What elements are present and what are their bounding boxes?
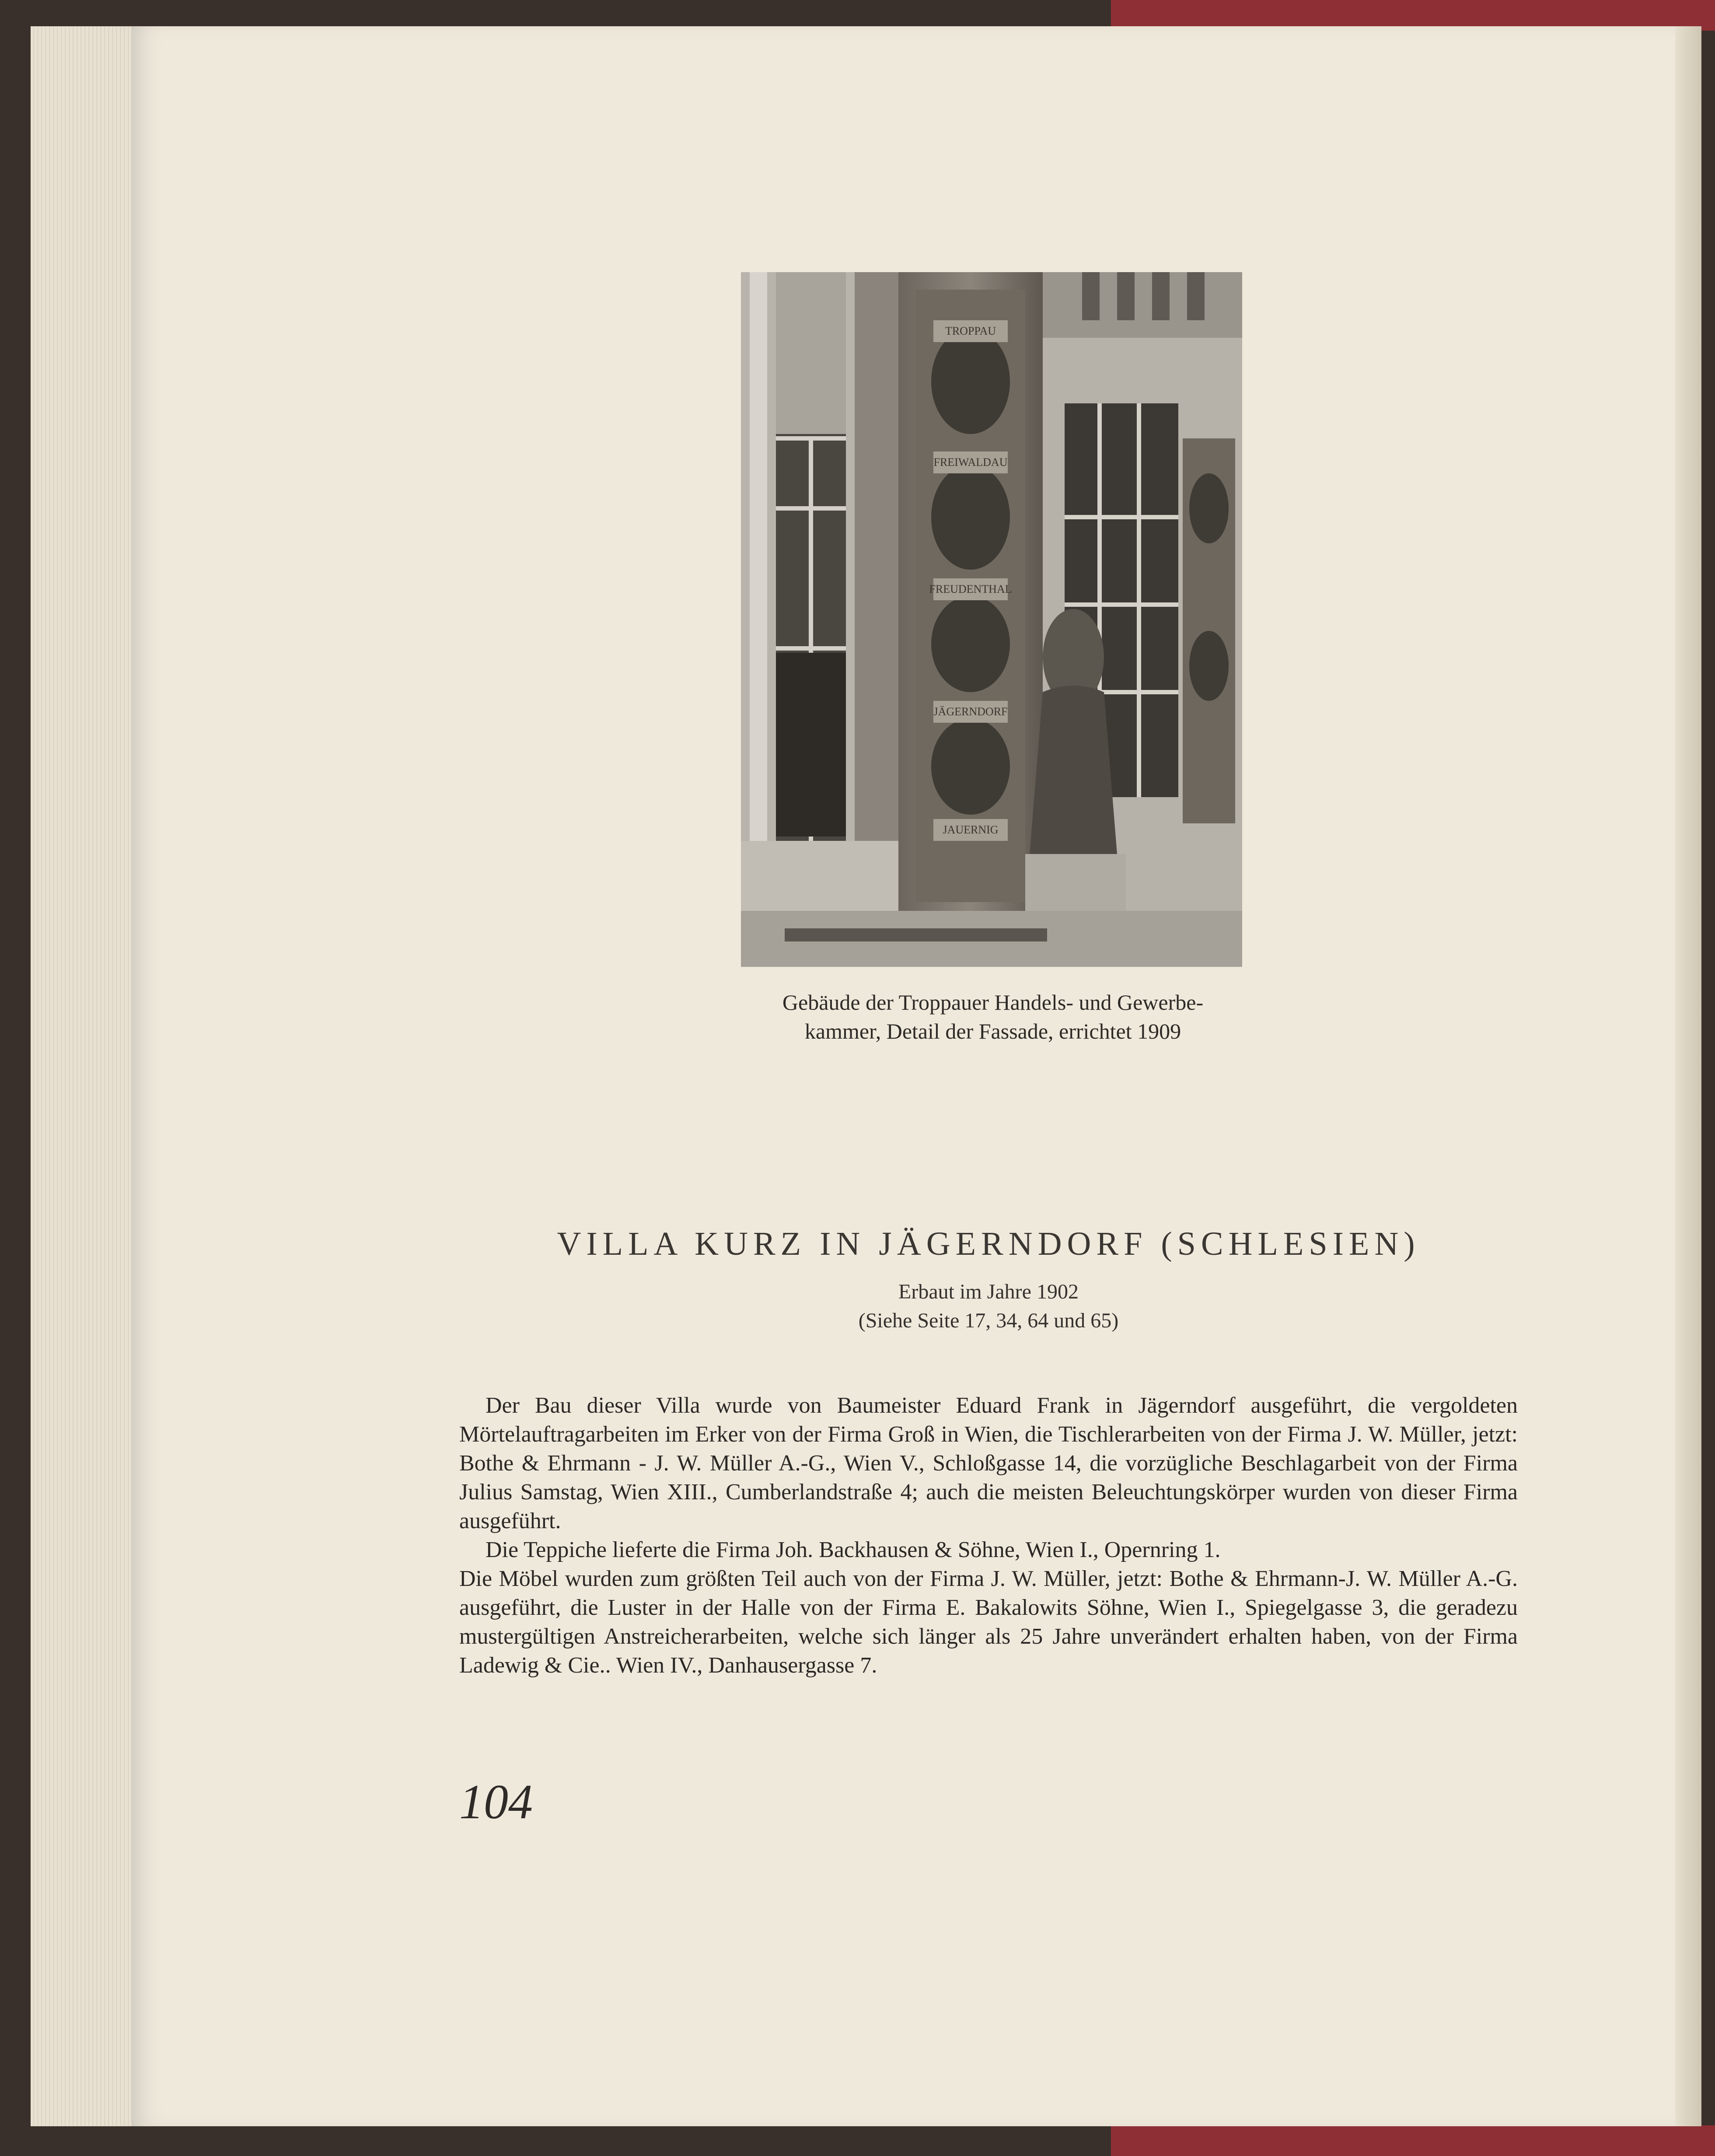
plaque-inscription: JÄGERNDORF [933, 705, 1008, 718]
plaque-inscription: JAUERNIG [943, 823, 999, 836]
facade-illustration [741, 272, 1242, 967]
caption-line-1: Gebäude der Troppauer Handels- und Gewerbe- [782, 990, 1204, 1015]
plaque-inscription: FREIWALDAU [933, 456, 1008, 469]
paragraph-1: Der Bau dieser Villa wurde von Baumeister Eduard Frank in Jägerndorf ausgeführt, die vergoldeten Mörtelauftragarbeiten im Erker von der Firma Groß in Wien, die Tischlerarbeiten von der Firma J. W. Müller, jetzt: Bothe & Ehrmann - J. W. Müller A.-G., Wien V., Schloßgasse 14, die vorzügliche Beschlagarbeit von der Firma Julius Samstag, Wien XIII., Cumberlandstraße 4; auch die meisten Beleuchtungskörper wurden von dieser Firma ausgeführt. [459, 1393, 1518, 1533]
photo-caption [665, 988, 1321, 1046]
see-pages-line: (Siehe Seite 17, 34, 64 und 65) [858, 1309, 1119, 1332]
plaque-inscription: FREUDENTHAL [929, 583, 1012, 595]
built-year-line: Erbaut im Jahre 1902 [898, 1280, 1079, 1303]
page-right-edge [1675, 26, 1701, 2126]
plaque-inscription: TROPPAU [945, 325, 996, 337]
body-text [459, 1391, 1518, 1680]
facade-photograph [741, 272, 1242, 967]
cover-binding-bottom [1111, 2125, 1715, 2156]
paragraph-2: Die Teppiche lieferte die Firma Joh. Backhausen & Söhne, Wien I., Opernring 1. [486, 1537, 1221, 1562]
section-subtitle [656, 1278, 1321, 1335]
caption-line-2: kammer, Detail der Fassade, errichtet 1909 [804, 1019, 1181, 1043]
section-title: VILLA KURZ IN JÄGERNDORF (SCHLESIEN) [557, 1225, 1420, 1262]
page-edges [31, 26, 144, 2126]
page-number: 104 [459, 1775, 533, 1829]
paragraph-3: Die Möbel wurden zum größten Teil auch von der Firma J. W. Müller, jetzt: Bothe & Ehrmann-J. W. Müller A.-G. ausgeführt, die Luster in der Halle von der Firma E. Bakalowits Söhne, Wien I., Spiegelgasse 3, die geradezu mustergültigen Anstreicherarbeiten, welche sich länger als 25 Jahre unverändert erhalten haben, von der Firma Ladewig & Cie.. Wien IV., Danhausergasse 7. [459, 1566, 1518, 1678]
